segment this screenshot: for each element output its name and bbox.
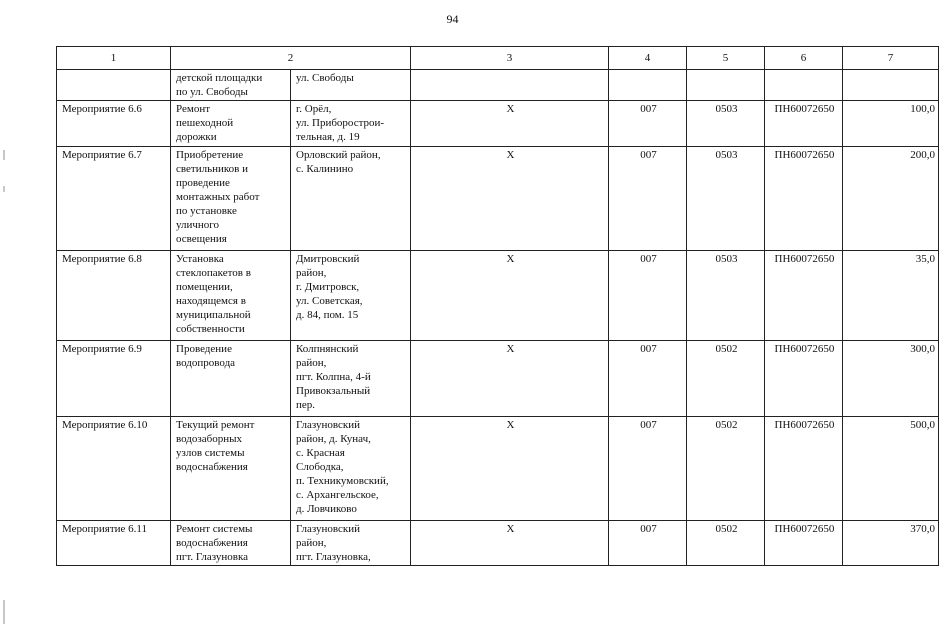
column-3-cell: Х bbox=[411, 417, 609, 521]
measure-title-cell-line: проведение bbox=[176, 177, 230, 189]
measure-title-cell-line: водоснабжения bbox=[176, 461, 248, 473]
measure-title-cell-line: узлов системы bbox=[176, 447, 245, 459]
measure-title-cell-line: Текущий ремонт bbox=[176, 419, 255, 431]
column-4-cell: 007 bbox=[609, 101, 687, 147]
measure-title-cell-line: Установка bbox=[176, 253, 224, 265]
address-cell-line: район, д. Кунач, bbox=[296, 433, 371, 445]
header-cell-6: 6 bbox=[765, 47, 843, 70]
amount-cell bbox=[843, 70, 939, 101]
measure-title-cell-line: стеклопакетов в bbox=[176, 267, 251, 279]
measure-title-cell bbox=[171, 70, 291, 101]
address-cell-line: д. Ловчиково bbox=[296, 503, 357, 515]
column-5-cell: 0502 bbox=[687, 417, 765, 521]
address-cell-line: ул. Приборострои- bbox=[296, 117, 385, 129]
address-cell-line: район, bbox=[296, 267, 327, 279]
column-3-cell: Х bbox=[411, 341, 609, 417]
page-number: 94 bbox=[446, 12, 459, 26]
address-cell-line: Слободка, bbox=[296, 461, 344, 473]
address-cell-line: с. Архангельское, bbox=[296, 489, 379, 501]
address-cell-line: ул. Советская, bbox=[296, 295, 363, 307]
column-6-cell: ПН60072650 bbox=[765, 521, 843, 566]
measure-title-cell-line: Ремонт bbox=[176, 103, 211, 115]
address-cell-line: ул. Свободы bbox=[296, 72, 354, 84]
column-3-cell: Х bbox=[411, 521, 609, 566]
data-table bbox=[56, 46, 939, 566]
measure-name-cell: Мероприятие 6.10 bbox=[57, 417, 171, 521]
measure-title-cell bbox=[171, 147, 291, 251]
address-cell-line: тельная, д. 19 bbox=[296, 131, 360, 143]
measure-title-cell-line: пешеходной bbox=[176, 117, 234, 129]
address-cell-line: район, bbox=[296, 357, 327, 369]
column-4-cell: 007 bbox=[609, 417, 687, 521]
measure-title-cell-line: пгт. Глазуновка bbox=[176, 551, 249, 563]
measure-title-cell-line: Ремонт системы bbox=[176, 523, 253, 535]
address-cell bbox=[291, 417, 411, 521]
measure-name-cell: Мероприятие 6.9 bbox=[57, 341, 171, 417]
table-row bbox=[57, 341, 939, 417]
column-5-cell: 0503 bbox=[687, 251, 765, 341]
address-cell-line: Привокзальный bbox=[296, 385, 371, 397]
measure-title-cell-line: светильников и bbox=[176, 163, 248, 175]
measure-title-cell bbox=[171, 521, 291, 566]
table-row bbox=[57, 521, 939, 566]
address-cell bbox=[291, 101, 411, 147]
measure-title-cell-line: монтажных работ bbox=[176, 191, 260, 203]
column-6-cell bbox=[765, 70, 843, 101]
address-cell-line: район, bbox=[296, 537, 327, 549]
header-cell-5: 5 bbox=[687, 47, 765, 70]
measure-title-cell-line: водозаборных bbox=[176, 433, 242, 445]
measure-title-cell-line: собственности bbox=[176, 323, 245, 335]
measure-title-cell-line: по ул. Свободы bbox=[176, 86, 248, 98]
address-cell-line: Дмитровский bbox=[296, 253, 360, 265]
header-cell-3: 3 bbox=[411, 47, 609, 70]
measure-title-cell bbox=[171, 251, 291, 341]
column-5-cell: 0503 bbox=[687, 147, 765, 251]
table-row bbox=[57, 147, 939, 251]
header-cell-1: 1 bbox=[57, 47, 171, 70]
table-row bbox=[57, 417, 939, 521]
amount-cell: 370,0 bbox=[843, 521, 939, 566]
address-cell bbox=[291, 70, 411, 101]
table-row bbox=[57, 101, 939, 147]
measure-title-cell-line: водопровода bbox=[176, 357, 236, 369]
measure-title-cell-line: помещении, bbox=[176, 281, 233, 293]
address-cell-line: пгт. Колпна, 4-й bbox=[296, 371, 371, 383]
address-cell-line: пгт. Глазуновка, bbox=[296, 551, 371, 563]
amount-cell: 35,0 bbox=[843, 251, 939, 341]
column-4-cell: 007 bbox=[609, 341, 687, 417]
address-cell-line: Глазуновский bbox=[296, 523, 361, 535]
measure-title-cell bbox=[171, 417, 291, 521]
measure-title-cell-line: Приобретение bbox=[176, 149, 244, 161]
address-cell bbox=[291, 521, 411, 566]
address-cell-line: г. Орёл, bbox=[296, 103, 332, 115]
column-6-cell: ПН60072650 bbox=[765, 251, 843, 341]
table-row bbox=[57, 251, 939, 341]
address-cell-line: п. Техникумовский, bbox=[296, 475, 389, 487]
address-cell-line: д. 84, пом. 15 bbox=[296, 309, 359, 321]
column-6-cell: ПН60072650 bbox=[765, 147, 843, 251]
measure-name-cell: Мероприятие 6.6 bbox=[57, 101, 171, 147]
header-cell-4: 4 bbox=[609, 47, 687, 70]
address-cell-line: Колпнянский bbox=[296, 343, 359, 355]
column-4-cell: 007 bbox=[609, 251, 687, 341]
column-5-cell: 0502 bbox=[687, 521, 765, 566]
header-cell-7: 7 bbox=[843, 47, 939, 70]
measure-title-cell-line: водоснабжения bbox=[176, 537, 248, 549]
measure-title-cell-line: Проведение bbox=[176, 343, 232, 355]
column-5-cell: 0503 bbox=[687, 101, 765, 147]
address-cell bbox=[291, 251, 411, 341]
table-row bbox=[57, 70, 939, 101]
scan-edge-mark bbox=[3, 150, 5, 160]
scan-edge-mark bbox=[3, 600, 5, 624]
measure-name-cell: Мероприятие 6.11 bbox=[57, 521, 171, 566]
column-4-cell bbox=[609, 70, 687, 101]
measure-name-cell: Мероприятие 6.8 bbox=[57, 251, 171, 341]
measure-title-cell bbox=[171, 341, 291, 417]
measure-title-cell-line: по установке bbox=[176, 205, 237, 217]
amount-cell: 200,0 bbox=[843, 147, 939, 251]
column-3-cell: Х bbox=[411, 101, 609, 147]
column-3-cell: Х bbox=[411, 251, 609, 341]
measure-title-cell-line: находящемся в bbox=[176, 295, 246, 307]
measure-title-cell-line: муниципальной bbox=[176, 309, 251, 321]
column-4-cell: 007 bbox=[609, 521, 687, 566]
measure-name-cell: Мероприятие 6.7 bbox=[57, 147, 171, 251]
header-cell-2: 2 bbox=[171, 47, 411, 70]
measure-title-cell-line: уличного bbox=[176, 219, 220, 231]
column-3-cell: Х bbox=[411, 147, 609, 251]
amount-cell: 300,0 bbox=[843, 341, 939, 417]
amount-cell: 500,0 bbox=[843, 417, 939, 521]
address-cell-line: с. Красная bbox=[296, 447, 345, 459]
column-6-cell: ПН60072650 bbox=[765, 101, 843, 147]
address-cell-line: г. Дмитровск, bbox=[296, 281, 360, 293]
column-5-cell bbox=[687, 70, 765, 101]
address-cell-line: пер. bbox=[296, 399, 316, 411]
measure-title-cell-line: освещения bbox=[176, 233, 227, 245]
address-cell bbox=[291, 147, 411, 251]
measure-title-cell bbox=[171, 101, 291, 147]
address-cell-line: Орловский район, bbox=[296, 149, 381, 161]
address-cell bbox=[291, 341, 411, 417]
header-row bbox=[57, 47, 939, 70]
amount-cell: 100,0 bbox=[843, 101, 939, 147]
measure-title-cell-line: дорожки bbox=[176, 131, 217, 143]
address-cell-line: с. Калинино bbox=[296, 163, 354, 175]
column-6-cell: ПН60072650 bbox=[765, 417, 843, 521]
scan-edge-mark bbox=[3, 186, 5, 192]
address-cell-line: Глазуновский bbox=[296, 419, 361, 431]
column-6-cell: ПН60072650 bbox=[765, 341, 843, 417]
column-3-cell bbox=[411, 70, 609, 101]
column-4-cell: 007 bbox=[609, 147, 687, 251]
column-5-cell: 0502 bbox=[687, 341, 765, 417]
measure-name-cell bbox=[57, 70, 171, 101]
measure-title-cell-line: детской площадки bbox=[176, 72, 263, 84]
